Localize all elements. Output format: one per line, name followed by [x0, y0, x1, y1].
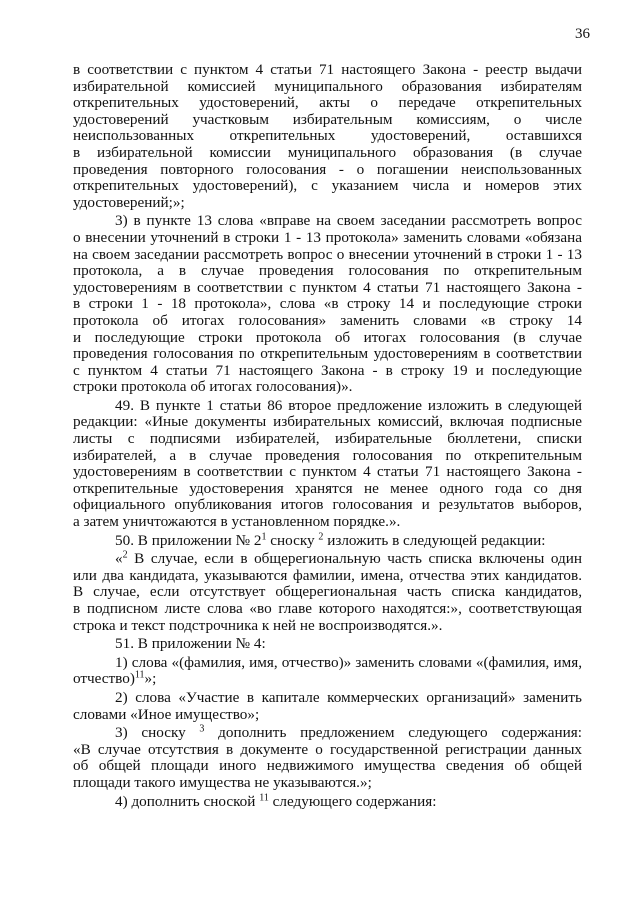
text-line	[73, 533, 582, 550]
text-line: проведения голосования по открепительным удостоверениям в соответствии	[73, 345, 582, 363]
footnote-marker: 11	[134, 669, 145, 681]
text-fragment: 50. В приложении № 2	[115, 531, 262, 549]
text-line: избирателей, а в случае проведения голосования по открепительным	[73, 446, 582, 464]
text-line: 2) слова «Участие в капитале коммерческих организаций» заменить	[115, 688, 582, 706]
paragraph-continuation	[73, 62, 582, 211]
text-line: словами «Иное имущество»;	[73, 705, 260, 723]
text-line: площади такого имущества не указываются.»;	[73, 773, 372, 791]
footnote-marker: 3	[199, 723, 205, 735]
text-line: и последующие строки протокола об итогах голосования (в случае	[73, 328, 582, 346]
text-line	[73, 725, 582, 742]
footnote-marker: 1	[261, 531, 267, 543]
text-line: в подписном листе слова «во главе которого находятся:», соответствующая	[73, 600, 582, 617]
text-line: с пунктом 4 статьи 71 настоящего Закона - в строку 19 и последующие	[73, 361, 582, 379]
text-fragment: 4) дополнить сноской	[115, 792, 260, 810]
text-line: в соответствии с пунктом 4 статьи 71 настоящего Закона - реестр выдачи	[73, 61, 582, 78]
text-line: в строки 1 - 18 протокола», слова «в строку 14 и последующие строки	[73, 295, 582, 313]
footnote-marker: 2	[122, 549, 128, 561]
text-line: 3) в пункте 13 слова «вправе на своем заседании рассмотреть вопрос	[115, 212, 582, 230]
text-line: строки протокола об итогах голосования)».	[73, 378, 353, 396]
text-fragment: следующего содержания:	[268, 792, 437, 810]
text-line: 51. В приложении № 4:	[115, 635, 266, 653]
text-line	[73, 551, 582, 568]
text-line: на своем заседании рассмотреть вопрос о внесении уточнений в строки 1 - 13	[73, 245, 582, 263]
text-line: проведения повторного голосования - о погашении неиспользованных	[73, 160, 582, 178]
text-line: 49. В пункте 1 статьи 86 второе предложение изложить в следующей	[115, 396, 582, 414]
paragraph-50	[73, 533, 582, 550]
text-line: редакции: «Иные документы избирательных комиссий, включая подписные	[73, 413, 582, 431]
paragraph-item-4	[73, 794, 582, 811]
text-line	[73, 671, 582, 688]
text-line: строка и текст подстрочника к ней не воспроизводятся.».	[73, 616, 443, 634]
document-body	[73, 62, 582, 812]
text-line: о внесении уточнений в строки 1 - 13 протокола» заменить словами «обязана	[73, 228, 582, 246]
text-fragment: «	[115, 550, 123, 568]
text-line: а затем уничтожаются в установленном порядке.».	[73, 513, 401, 531]
text-line: об общей площади иного недвижимого имущества сведения об общей	[73, 757, 582, 775]
text-line: листы с подписями избирателей, избирательные бюллетени, списки	[73, 430, 582, 448]
text-line: неиспользованных открепительных удостоверений, оставшихся	[73, 127, 582, 145]
text-line: открепительные удостоверения хранятся не менее одного года со дня	[73, 479, 582, 497]
text-fragment: 3) сноску	[115, 724, 200, 742]
paragraph-51	[73, 636, 582, 653]
text-line: «В случае отсутствия в документе о государственной регистрации данных	[73, 740, 582, 758]
text-line: открепительных удостоверений), с указанием числа и номеров этих	[73, 177, 582, 195]
text-line: избирательной комиссией муниципального образования избирателям	[73, 77, 582, 95]
text-line: удостоверениям в соответствии с пунктом 4 статьи 71 настоящего Закона -	[73, 463, 582, 481]
paragraph-item-2	[73, 690, 582, 723]
paragraph-footnote-2	[73, 551, 582, 634]
text-line: или два кандидата, указываются фамилии, имена, отчества этих кандидатов.	[73, 566, 582, 584]
text-line: открепительных удостоверений, акты о передаче открепительных	[73, 94, 582, 112]
footnote-marker: 11	[259, 792, 269, 804]
text-line: удостоверений участковым избирательным комиссиям, о числе	[73, 110, 582, 128]
text-fragment: »;	[144, 670, 157, 688]
text-line: удостоверений;»;	[73, 193, 185, 211]
paragraph-item-3	[73, 213, 582, 396]
text-line: официального опубликования итогов голосования и результатов выборов,	[73, 496, 582, 514]
paragraph-49	[73, 398, 582, 531]
text-line: В случае, если отсутствует общерегиональная часть списка кандидатов,	[73, 583, 582, 601]
text-line: в избирательной комиссии муниципального образования (в случае	[73, 143, 582, 161]
paragraph-item-1	[73, 655, 582, 688]
text-line: удостоверениям в соответствии с пунктом 4 статьи 71 настоящего Закона -	[73, 278, 582, 296]
text-fragment: В случае, если в общерегиональную часть списка включены один	[127, 550, 582, 568]
paragraph-item-3-footnote	[73, 725, 582, 791]
text-fragment: отчество)	[73, 670, 135, 688]
page-number: 36	[575, 26, 590, 42]
text-fragment: дополнить предложением следующего содержания:	[204, 724, 582, 742]
text-line: протокола об итогах голосования» заменить словами «в строку 14	[73, 311, 582, 329]
text-line	[73, 794, 582, 811]
text-fragment: изложить в следующей редакции:	[323, 531, 546, 549]
footnote-marker: 2	[318, 531, 324, 543]
text-line: 1) слова «(фамилия, имя, отчество)» заменить словами «(фамилия, имя,	[115, 653, 582, 671]
text-line: протокола, а в случае проведения голосования по открепительным	[73, 262, 582, 280]
text-fragment: сноску	[266, 531, 319, 549]
